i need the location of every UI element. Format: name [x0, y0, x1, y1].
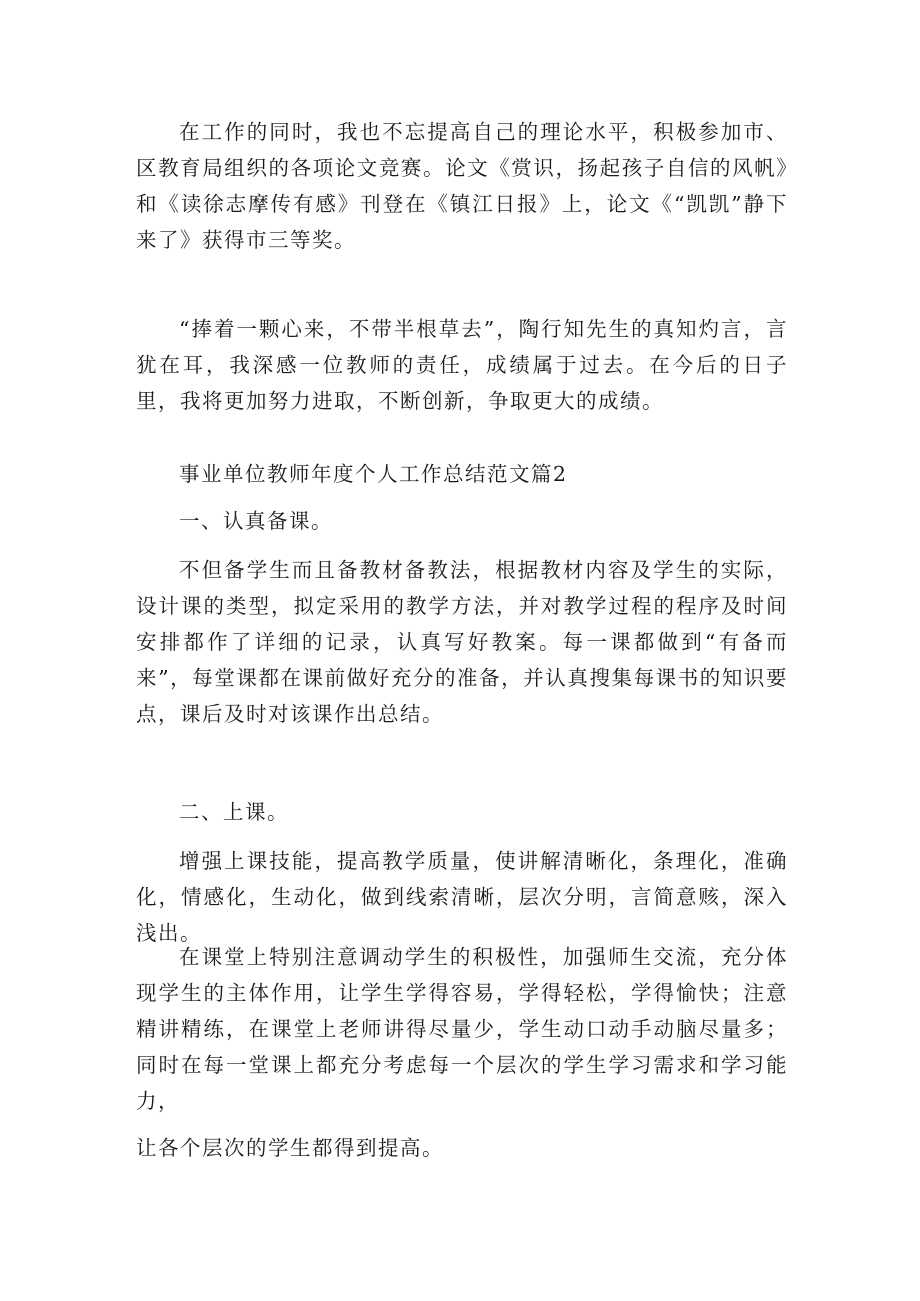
paragraph-classroom-engagement: 在课堂上特别注意调动学生的积极性，加强师生交流，充分体现学生的主体作用，让学生学得容易，学得轻松，学得愉快；注意精讲精练，在课堂上老师讲得尽量少，学生动口动手动脑尽量多；同时在每一堂课上都充分考虑每一个层次的学生学习需求和学习能力，: [136, 945, 788, 1113]
paragraph-thesis-competitions: 在工作的同时，我也不忘提高自己的理论水平，积极参加市、区教育局组织的各项论文竞赛。论文《赏识，扬起孩子自信的风帆》和《读徐志摩传有感》刊登在《镇江日报》上，论文《“凯凯”静下来了》获得市三等奖。: [136, 120, 788, 252]
paragraph-continuation: 让各个层次的学生都得到提高。: [136, 1136, 444, 1160]
heading-prepare-lessons: 一、认真备课。: [179, 509, 333, 533]
paragraph-lesson-preparation: 不但备学生而且备教材备教法，根据教材内容及学生的实际，设计课的类型，拟定采用的教学方法，并对教学过程的程序及时间安排都作了详细的记录，认真写好教案。每一课都做到“有备而来”，每堂课都在课前做好充分的准备，并认真搜集每课书的知识要点，课后及时对该课作出总结。: [136, 558, 788, 726]
heading-teaching: 二、上课。: [179, 800, 289, 824]
paragraph-tao-xingzhi-quote: “捧着一颗心来，不带半根草去”，陶行知先生的真知灼言，言犹在耳，我深感一位教师的责任，成绩属于过去。在今后的日子里，我将更加努力进取，不断创新，争取更大的成绩。: [136, 317, 788, 413]
paragraph-teaching-skills: 增强上课技能，提高教学质量，使讲解清晰化，条理化，准确化，情感化，生动化，做到线索清晰，层次分明，言简意赅，深入浅出。: [136, 849, 788, 945]
section-title: 事业单位教师年度个人工作总结范文篇2: [179, 462, 568, 486]
